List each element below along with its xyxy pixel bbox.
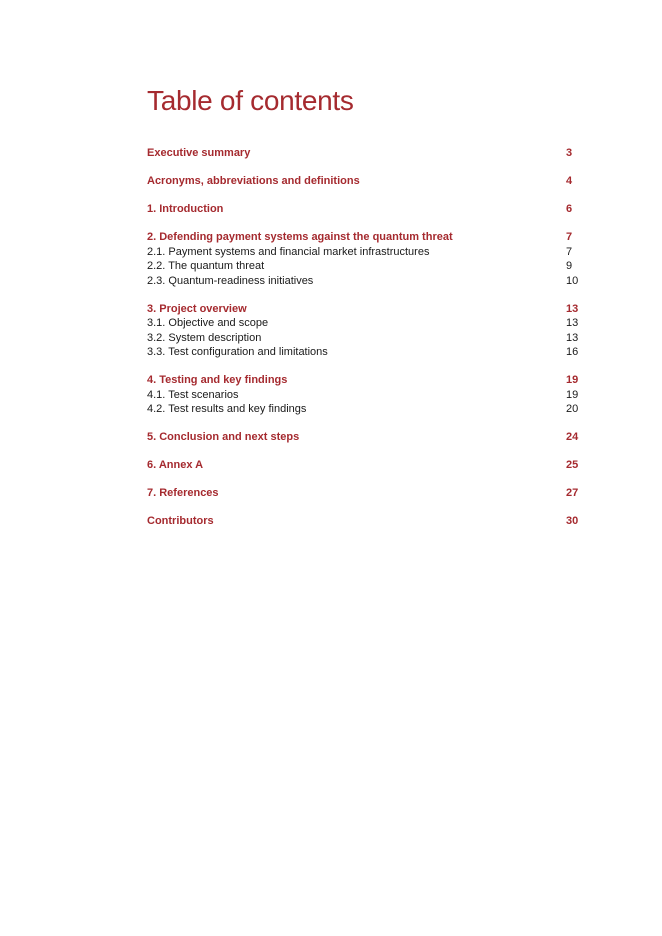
toc-page-number: 10	[566, 274, 579, 287]
toc-subentry-label: 2.3. Quantum-readiness initiatives	[147, 274, 314, 287]
toc-section	[147, 430, 580, 445]
toc-subentry-label: 4.1. Test scenarios	[147, 388, 239, 401]
toc-subentry[interactable]	[147, 274, 580, 289]
toc-page-number: 25	[566, 459, 579, 471]
toc-section	[147, 486, 580, 501]
toc-page-number: 24	[566, 431, 579, 443]
toc-section	[147, 458, 580, 473]
toc-entry-testing-key-findings[interactable]	[147, 373, 580, 388]
toc-entry-label: Executive summary	[147, 147, 251, 159]
toc-page-number: 19	[566, 388, 579, 401]
toc-subentry-label: 4.2. Test results and key findings	[147, 403, 307, 415]
toc-entry-label: 1. Introduction	[147, 203, 224, 215]
toc-entry-label: 3. Project overview	[147, 302, 247, 315]
toc-subentry[interactable]	[147, 245, 580, 260]
toc-section	[147, 230, 580, 288]
toc-page-number: 19	[566, 374, 579, 386]
toc-subentry[interactable]	[147, 316, 580, 331]
toc-page-number: 4	[566, 175, 573, 187]
toc-section	[147, 174, 580, 189]
toc-section	[147, 514, 580, 529]
toc-entry-contributors[interactable]	[147, 514, 580, 529]
toc-section	[147, 202, 580, 217]
toc-entry-label: 4. Testing and key findings	[147, 374, 288, 386]
toc-section	[147, 146, 580, 161]
toc-subentry[interactable]	[147, 345, 580, 360]
toc-subentry-label: 2.2. The quantum threat	[147, 260, 265, 272]
toc-entry-label: Acronyms, abbreviations and definitions	[147, 175, 360, 187]
toc-page-number: 13	[566, 317, 579, 329]
toc-entry-label: 2. Defending payment systems against the quantum threat	[147, 231, 453, 243]
toc-page-number: 6	[566, 203, 573, 215]
toc-page-number: 30	[566, 515, 579, 527]
toc-entry-project-overview[interactable]	[147, 302, 580, 317]
page-title: Table of contents	[147, 85, 354, 116]
toc-subentry-label: 3.1. Objective and scope	[147, 317, 269, 329]
toc-entry-acronyms[interactable]	[147, 174, 580, 189]
toc-entry-label: 6. Annex A	[147, 459, 204, 471]
toc-subentry-label: 3.3. Test configuration and limitations	[147, 346, 328, 358]
toc-subentry-label: 2.1. Payment systems and financial market infrastructures	[147, 245, 430, 258]
toc-entry-label: Contributors	[147, 515, 214, 527]
toc-entry-references[interactable]	[147, 486, 580, 501]
toc-page-number: 7	[566, 231, 573, 243]
toc-entry-conclusion[interactable]	[147, 430, 580, 445]
toc-entry-label: 7. References	[147, 487, 219, 499]
toc-page-number: 3	[566, 147, 573, 159]
toc-page-number: 13	[566, 302, 579, 315]
toc-subentry[interactable]	[147, 259, 580, 274]
toc-subentry[interactable]	[147, 388, 580, 403]
table-of-contents	[147, 146, 580, 542]
toc-entry-defending-payment-systems[interactable]	[147, 230, 580, 245]
toc-page-number: 16	[566, 346, 579, 358]
toc-entry-label: 5. Conclusion and next steps	[147, 431, 300, 443]
toc-page-number: 13	[566, 331, 579, 344]
toc-page-number: 9	[566, 260, 573, 272]
toc-page-number: 20	[566, 403, 579, 415]
toc-entry-introduction[interactable]	[147, 202, 580, 217]
toc-entry-executive-summary[interactable]	[147, 146, 580, 161]
toc-entry-annex-a[interactable]	[147, 458, 580, 473]
toc-page-number: 7	[566, 245, 573, 258]
toc-subentry[interactable]	[147, 331, 580, 346]
toc-subentry-label: 3.2. System description	[147, 331, 262, 344]
toc-section	[147, 373, 580, 417]
toc-subentry[interactable]	[147, 402, 580, 417]
toc-section	[147, 302, 580, 360]
toc-page-number: 27	[566, 487, 579, 499]
